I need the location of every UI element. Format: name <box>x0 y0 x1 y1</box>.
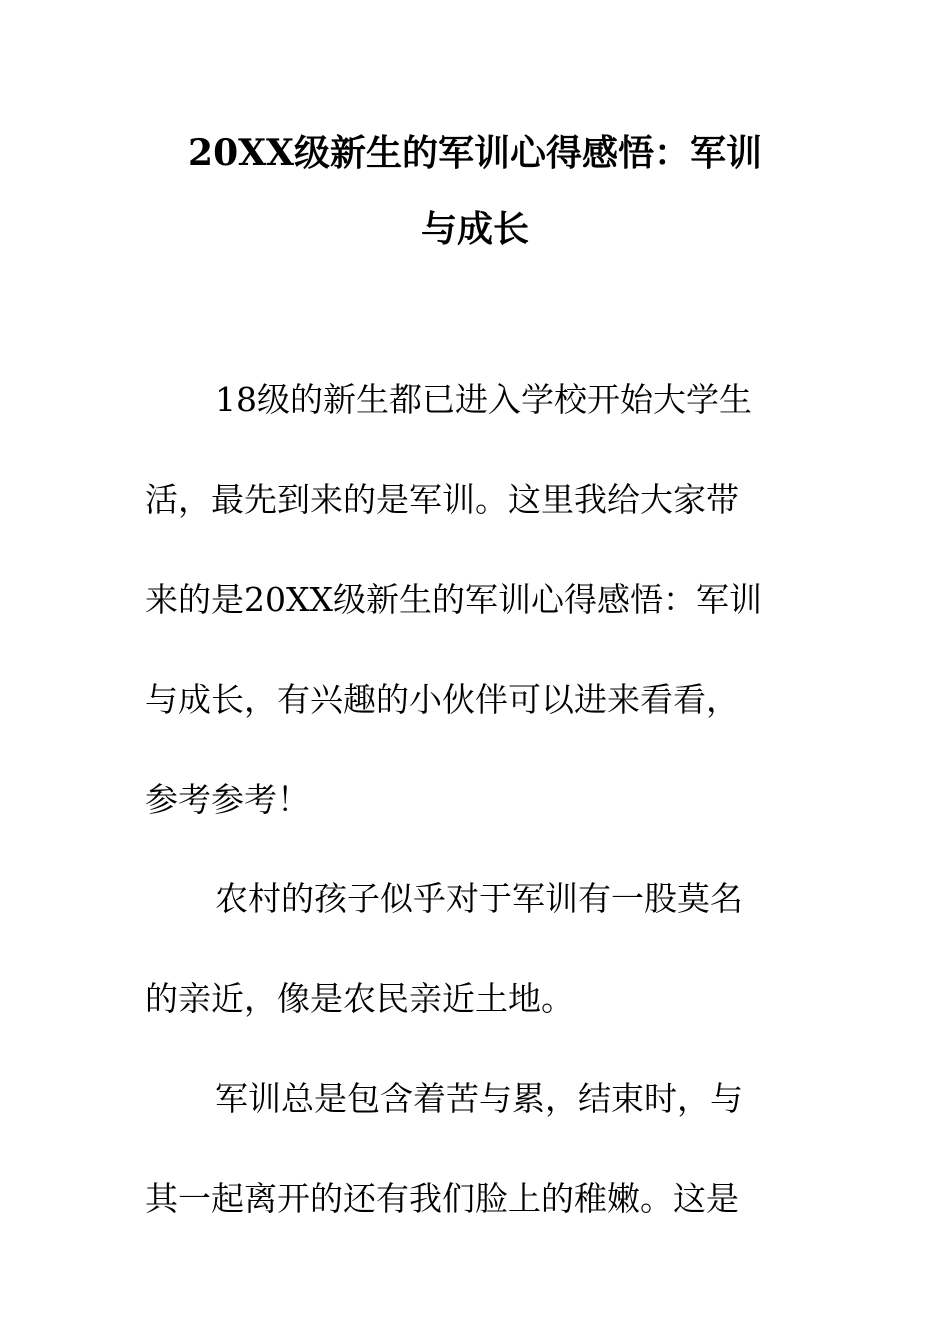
paragraph-line: 军训总是包含着苦与累，结束时，与 <box>215 1079 743 1118</box>
paragraph-line: 农村的孩子似乎对于军训有一股莫名 <box>215 879 743 918</box>
title-line-2: 与成长 <box>420 208 529 250</box>
paragraph-line: 的亲近，像是农民亲近土地。 <box>145 979 574 1018</box>
paragraph-line: 与成长，有兴趣的小伙伴可以进来看看， <box>145 680 739 719</box>
paragraph-line: 18级的新生都已进入学校开始大学生 <box>215 380 752 419</box>
paragraph-line: 参考参考！ <box>145 780 310 819</box>
paragraph-line: 其一起离开的还有我们脸上的稚嫩。这是 <box>145 1179 739 1218</box>
paragraph-line: 来的是20XX级新生的军训心得感悟：军训 <box>145 580 762 619</box>
title-line-1: 20XX级新生的军训心得感悟：军训 <box>188 132 762 174</box>
paragraph-line: 活，最先到来的是军训。这里我给大家带 <box>145 480 739 519</box>
